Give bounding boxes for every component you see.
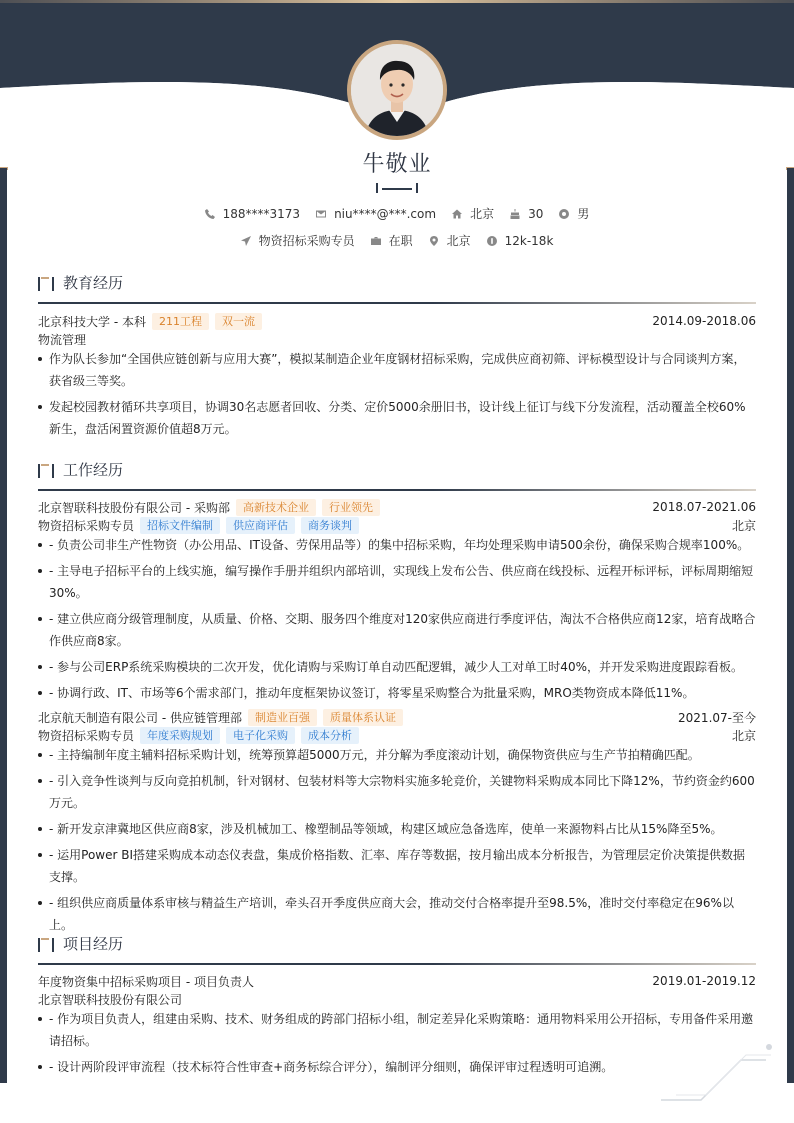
corner-decoration xyxy=(656,1035,776,1105)
project-name: 年度物资集中招标采购项目 - 项目负责人 xyxy=(38,974,254,989)
phone-item xyxy=(205,207,300,221)
job-location: 北京 xyxy=(731,518,756,533)
education-title: 教育经历 xyxy=(63,274,124,292)
education-section-header xyxy=(38,272,756,298)
section-mark-icon xyxy=(38,277,54,291)
project-period: 2019.01-2019.12 xyxy=(652,974,756,988)
gender-icon xyxy=(559,209,569,219)
cake-icon xyxy=(510,209,520,219)
project-entry-header xyxy=(38,972,756,990)
education-tag: 双一流 xyxy=(215,313,262,330)
money-icon xyxy=(487,236,497,246)
list-item: - 引入竞争性谈判与反向竞拍机制，针对钢材、包装材料等大宗物料实施多轮竞价，关键物料采购成本同比下降12%，节约资金约600万元。 xyxy=(38,770,756,814)
major: 物流管理 xyxy=(38,332,87,347)
name-divider xyxy=(376,182,418,194)
list-item: 发起校园教材循环共享项目，协调30名志愿者回收、分类、定价5000余册旧书，设计线上征订与线下分发流程，活动覆盖全校60%新生，盘活闲置资源价值超8万元。 xyxy=(38,396,756,440)
section-divider xyxy=(38,963,756,965)
pin-icon xyxy=(429,236,439,246)
target-job-text: 物资招标采购专员 xyxy=(258,234,355,248)
person-photo-icon xyxy=(351,44,443,136)
section-divider xyxy=(38,489,756,491)
status-item xyxy=(371,232,413,249)
target-city-text: 北京 xyxy=(446,234,471,248)
phone-text: 188****3173 xyxy=(222,206,301,221)
job-role: 物资招标采购专员 xyxy=(38,728,135,743)
job-role: 物资招标采购专员 xyxy=(38,518,135,533)
list-item: - 负责公司非生产性物资（办公用品、IT设备、劳保用品等）的集中招标采购，年均处理采购申请500余份，确保采购合规率100%。 xyxy=(38,534,756,556)
city-text: 北京 xyxy=(470,207,495,221)
skill-tag: 成本分析 xyxy=(301,727,359,744)
gender-text: 男 xyxy=(577,207,590,221)
email-item xyxy=(316,207,436,221)
job-location: 北京 xyxy=(731,728,756,743)
candidate-name: 牛敬业 xyxy=(362,152,432,177)
company-name: 北京航天制造有限公司 - 供应链管理部 xyxy=(38,710,242,725)
contact-row-secondary xyxy=(0,232,794,249)
status-text: 在职 xyxy=(388,234,413,248)
project-org-line xyxy=(38,990,756,1008)
list-item: - 作为项目负责人，组建由采购、技术、财务组成的跨部门招标小组，制定差异化采购策略：通用物料采用公开招标，专用备件采用邀请招标。 xyxy=(38,1008,756,1052)
avatar xyxy=(347,40,447,140)
skill-tag: 年度采购规划 xyxy=(140,727,220,744)
section-mark-icon xyxy=(38,938,54,952)
list-item: - 运用Power BI搭建采购成本动态仪表盘，集成价格指数、汇率、库存等数据，按月输出成本分析报告，为管理层定价决策提供数据支撑。 xyxy=(38,844,756,888)
company-tag: 行业领先 xyxy=(322,499,380,516)
project-bullets xyxy=(38,1008,756,1082)
company-tag: 质量体系认证 xyxy=(323,709,403,726)
email-text: niu****@***.com xyxy=(334,206,437,221)
project-section-header xyxy=(38,933,756,959)
project-title: 项目经历 xyxy=(63,935,124,953)
list-item: - 主持编制年度主辅料招标采购计划，统筹预算超5000万元，并分解为季度滚动计划，确保物资供应与生产节拍精确匹配。 xyxy=(38,744,756,766)
job-entry-header xyxy=(38,498,756,516)
job-period: 2018.07-2021.06 xyxy=(652,500,756,514)
job-period: 2021.07-至今 xyxy=(678,710,756,725)
target-city-item xyxy=(429,232,471,249)
age-text: 30 xyxy=(528,206,544,221)
skill-tag: 供应商评估 xyxy=(226,517,295,534)
city-item xyxy=(452,205,494,222)
education-period: 2014.09-2018.06 xyxy=(652,314,756,328)
company-tag: 高新技术企业 xyxy=(236,499,316,516)
job-role-line xyxy=(38,516,756,534)
school-name: 北京科技大学 - 本科 xyxy=(38,314,146,329)
home-icon xyxy=(452,209,462,219)
company-tag: 制造业百强 xyxy=(248,709,317,726)
list-item: - 建立供应商分级管理制度，从质量、价格、交期、服务四个维度对120家供应商进行季度评估，淘汰不合格供应商12家，培育战略合作供应商8家。 xyxy=(38,608,756,652)
section-divider xyxy=(38,302,756,304)
right-rail xyxy=(787,168,794,1083)
list-item: - 组织供应商质量体系审核与精益生产培训，牵头召开季度供应商大会，推动交付合格率提升至98.5%，准时交付率稳定在96%以上。 xyxy=(38,892,756,936)
mail-icon xyxy=(316,209,326,219)
list-item: - 新开发京津冀地区供应商8家，涉及机械加工、橡塑制品等领域，构建区域应急备选库，使单一来源物料占比从15%降至5%。 xyxy=(38,818,756,840)
education-tag: 211工程 xyxy=(152,313,209,330)
briefcase-icon xyxy=(371,236,381,246)
send-icon xyxy=(241,236,251,246)
section-mark-icon xyxy=(38,464,54,478)
target-job-item xyxy=(241,232,355,249)
phone-icon xyxy=(205,209,215,219)
job-entry-header xyxy=(38,708,756,726)
salary-item xyxy=(487,234,554,248)
list-item: 作为队长参加“全国供应链创新与应用大赛”，模拟某制造企业年度钢材招标采购，完成供应商初筛、评标模型设计与合同谈判方案，获省级三等奖。 xyxy=(38,348,756,392)
education-major-line xyxy=(38,330,756,348)
company-name: 北京智联科技股份有限公司 - 采购部 xyxy=(38,500,230,515)
skill-tag: 商务谈判 xyxy=(301,517,359,534)
list-item: - 设计两阶段评审流程（技术标符合性审查+商务标综合评分），编制评分细则，确保评审过程透明可追溯。 xyxy=(38,1056,756,1078)
left-rail xyxy=(0,168,7,1083)
gender-item xyxy=(559,205,589,222)
list-item: - 参与公司ERP系统采购模块的二次开发，优化请购与采购订单自动匹配逻辑，减少人工对单工时40%，并开发采购进度跟踪看板。 xyxy=(38,656,756,678)
skill-tag: 电子化采购 xyxy=(226,727,295,744)
work-section-header xyxy=(38,459,756,485)
education-entry-header xyxy=(38,312,756,330)
education-bullets xyxy=(38,348,756,444)
skill-tag: 招标文件编制 xyxy=(140,517,220,534)
job-bullets xyxy=(38,744,756,940)
project-org: 北京智联科技股份有限公司 xyxy=(38,992,183,1007)
contact-row-primary xyxy=(0,205,794,222)
job-bullets xyxy=(38,534,756,708)
job-role-line xyxy=(38,726,756,744)
work-title: 工作经历 xyxy=(63,461,124,479)
list-item: - 协调行政、IT、市场等6个需求部门，推动年度框架协议签订，将零星采购整合为批量采购，MRO类物资成本降低11%。 xyxy=(38,682,756,704)
salary-text: 12k-18k xyxy=(504,233,554,248)
list-item: - 主导电子招标平台的上线实施，编写操作手册并组织内部培训，实现线上发布公告、供应商在线投标、远程开标评标，评标周期缩短30%。 xyxy=(38,560,756,604)
age-item xyxy=(510,207,543,221)
